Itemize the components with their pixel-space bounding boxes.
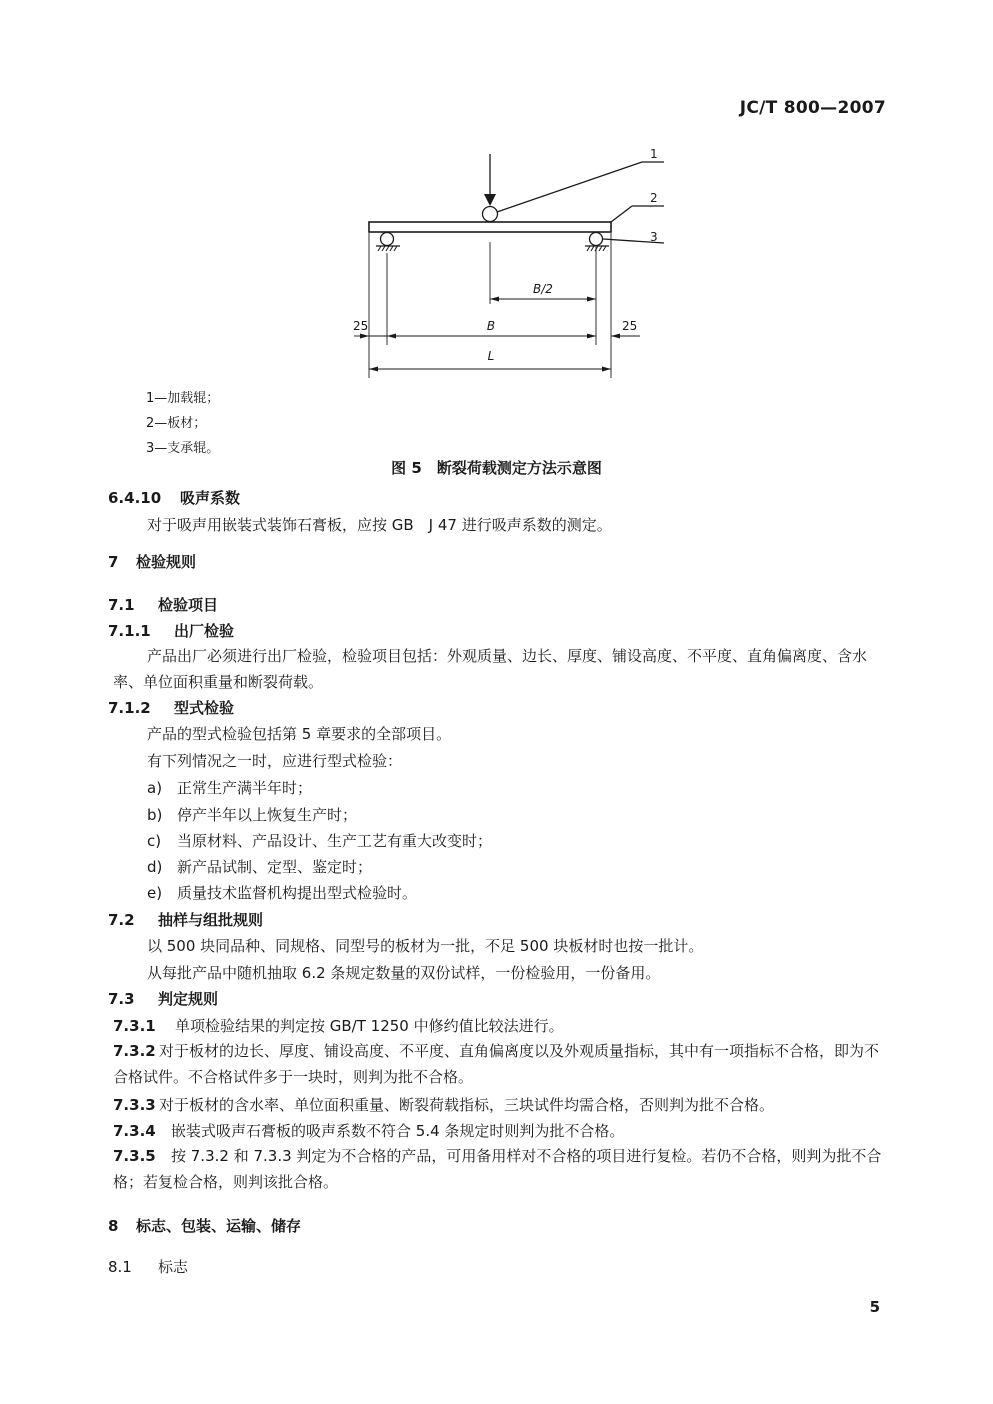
list-text: 质量技术监督机构提出型式检验时。 (177, 884, 418, 902)
dim-span: B (486, 319, 496, 333)
paragraph: 产品出厂必须进行出厂检验，检验项目包括：外观质量、边长、厚度、铺设高度、不平度、直角偏离度、含水率、单位面积重量和断裂荷载。 (113, 647, 868, 691)
clause-text: 对于板材的边长、厚度、铺设高度、不平度、直角偏离度以及外观质量指标，其中有一项指标不合格，即为不合格试件。不合格试件多于一块时，则判为批不合格。 (113, 1042, 880, 1086)
clause-text: 单项检验结果的判定按 GB/T 1250 中修约值比较法进行。 (175, 1017, 564, 1035)
heading-7-2 (108, 909, 263, 930)
paragraph: 从每批产品中随机抽取 6.2 条规定数量的双份试样，一份检验用，一份备用。 (147, 964, 661, 982)
list-marker: c) (147, 832, 162, 850)
section-number: 7 (108, 553, 119, 571)
section-title: 吸声系数 (180, 489, 241, 507)
clause-number: 7.3.5 (113, 1147, 156, 1165)
dim-half-span: B/2 (533, 282, 553, 296)
list-item (147, 777, 312, 798)
dim-length: L (487, 349, 495, 363)
clause-number: 7.3.1 (113, 1017, 156, 1035)
clause-text: 按 7.3.2 和 7.3.3 判定为不合格的产品，可用备用样对不合格的项目进行复检。若仍不合格，则判为批不合格；若复检合格，则判该批合格。 (113, 1147, 882, 1191)
list-item (147, 830, 492, 851)
dim-right-overhang: 25 (622, 319, 638, 333)
clause-number: 7.3.2 (113, 1042, 156, 1060)
list-text: 停产半年以上恢复生产时； (177, 806, 358, 824)
callout-3: 3 (650, 230, 658, 244)
section-title: 出厂检验 (174, 622, 235, 640)
list-marker: a) (147, 779, 163, 797)
clause-number: 7.3.3 (113, 1096, 156, 1114)
heading-7 (108, 551, 196, 572)
callout-1: 1 (650, 147, 658, 161)
section-number: 7.2 (108, 911, 135, 929)
paragraph: 以 500 块同品种、同规格、同型号的板材为一批，不足 500 块板材时也按一批计。 (147, 937, 704, 955)
legend-item-1: 1—加载辊； (146, 391, 220, 406)
callout-2: 2 (650, 191, 658, 205)
section-number: 7.1.1 (108, 622, 151, 640)
list-marker: d) (147, 858, 163, 876)
section-number: 8 (108, 1217, 119, 1235)
clause-text: 对于板材的含水率、单位面积重量、断裂荷载指标，三块试件均需合格，否则判为批不合格。 (159, 1096, 775, 1114)
list-marker: b) (147, 806, 163, 824)
list-text: 新产品试制、定型、鉴定时； (177, 858, 373, 876)
section-number: 7.1.2 (108, 699, 151, 717)
section-title: 抽样与组批规则 (158, 911, 264, 929)
clause-7-3-5 (113, 1143, 893, 1195)
paragraph: 对于吸声用嵌装式装饰石膏板，应按 GB J 47 进行吸声系数的测定。 (147, 516, 612, 534)
clause-7-3-2 (113, 1038, 893, 1090)
clause-7-3-4 (113, 1120, 624, 1141)
heading-7-1-2 (108, 697, 234, 718)
section-title: 判定规则 (158, 990, 219, 1008)
clause-7-3-1 (113, 1015, 564, 1036)
section-number: 7.1 (108, 596, 135, 614)
section-title: 检验规则 (136, 553, 197, 571)
standard-code: JC/T 800—2007 (739, 98, 886, 118)
section-title: 标志、包装、运输、储存 (136, 1217, 302, 1235)
dim-left-overhang: 25 (353, 319, 369, 333)
section-title: 型式检验 (174, 699, 235, 717)
paragraph: 产品的型式检验包括第 5 章要求的全部项目。 (147, 725, 452, 743)
list-text: 当原材料、产品设计、生产工艺有重大改变时； (177, 832, 493, 850)
list-item (147, 882, 417, 903)
list-marker: e) (147, 884, 163, 902)
heading-8-1 (108, 1256, 188, 1277)
paragraph: 有下列情况之一时，应进行型式检验： (147, 752, 403, 770)
legend-item-2: 2—板材； (146, 416, 207, 431)
page-number: 5 (869, 1298, 880, 1316)
heading-7-1-1 (108, 620, 234, 641)
figure-5-diagram (0, 0, 993, 400)
heading-7-3 (108, 988, 218, 1009)
section-title: 标志 (158, 1258, 189, 1276)
list-item (147, 856, 372, 877)
list-item (147, 804, 357, 825)
clause-text: 嵌装式吸声石膏板的吸声系数不符合 5.4 条规定时则判为批不合格。 (171, 1122, 625, 1140)
section-number: 7.3 (108, 990, 135, 1008)
legend-item-3: 3—支承辊。 (146, 441, 220, 456)
section-title: 检验项目 (158, 596, 219, 614)
section-number: 8.1 (108, 1258, 132, 1276)
figure-caption: 图 5 断裂荷载测定方法示意图 (391, 459, 602, 477)
section-number: 6.4.10 (108, 489, 162, 507)
clause-7-3-3 (113, 1094, 774, 1115)
list-text: 正常生产满半年时； (177, 779, 313, 797)
heading-7-1 (108, 594, 218, 615)
heading-8 (108, 1215, 301, 1236)
heading-6-4-10 (108, 487, 240, 508)
clause-number: 7.3.4 (113, 1122, 156, 1140)
